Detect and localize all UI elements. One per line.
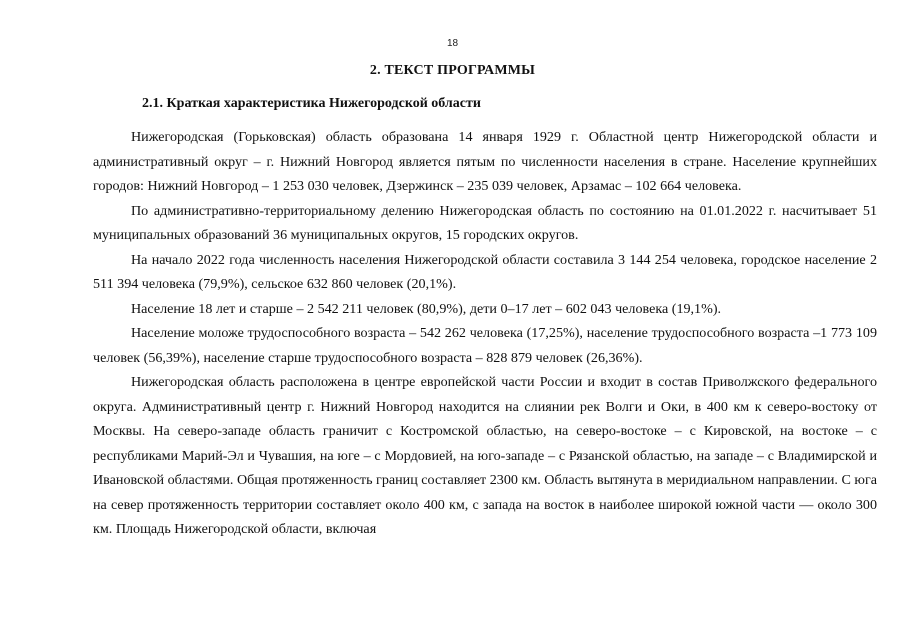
paragraph-administrative-division: По административно-территориальному делению Нижегородская область по состоянию на 01.01.2022 г. насчитывает 51 муниципальных образований 36 муниципальных округов, 15 городских округов. [93,202,877,243]
paragraph-geography: Нижегородская область расположена в центре европейской части России и входит в состав Приволжского федерального округа. Административный центр г. Нижний Новгород находится на слиянии рек Волги и Оки, в 400 км к северо-востоку от Москвы. На северо-западе область граничит с Костромской областью, на северо-востоке – с Кировской, на востоке – с республиками Марий-Эл и Чувашия, на юге – с Мордовией, на юго-западе – с Рязанской областью, на западе – с Владимирской и Ивановской областями. Общая протяженность границ составляет 2300 км. Область вытянута в меридиальном направлении. С юга на север протяженность территории составляет около 400 км, с запада на восток в наиболее широкой южной части — около 300 км. Площадь Нижегородской области, включая [93,374,877,537]
paragraph-population-total: На начало 2022 года численность населения Нижегородской области составила 3 144 254 человека, городское население 2 511 394 человека (79,9%), сельское 632 860 человек (20,1%). [93,251,877,292]
subsection-title: 2.1. Краткая характеристика Нижегородской области [142,96,481,111]
section-title: 2. ТЕКСТ ПРОГРАММЫ [369,63,536,78]
page-number: 18 [446,38,459,49]
paragraph-population-age: Население 18 лет и старше – 2 542 211 человек (80,9%), дети 0–17 лет – 602 043 человека (19,1%). [131,300,722,317]
paragraph-region-founding: Нижегородская (Горьковская) область образована 14 января 1929 г. Областной центр Нижегородской области и административный округ – г. Нижний Новгород является пятым по численности населения в стране. Население крупнейших городов: Нижний Новгород – 1 253 030 человек, Дзержинск – 235 039 человек, Арзамас – 102 664 человека. [93,129,877,194]
paragraph-working-age: Население моложе трудоспособного возраста – 542 262 человека (17,25%), население трудоспособного возраста –1 773 109 человек (56,39%), население старше трудоспособного возраста – 828 879 человек (26,36%). [93,325,877,366]
body-text [93,125,877,565]
